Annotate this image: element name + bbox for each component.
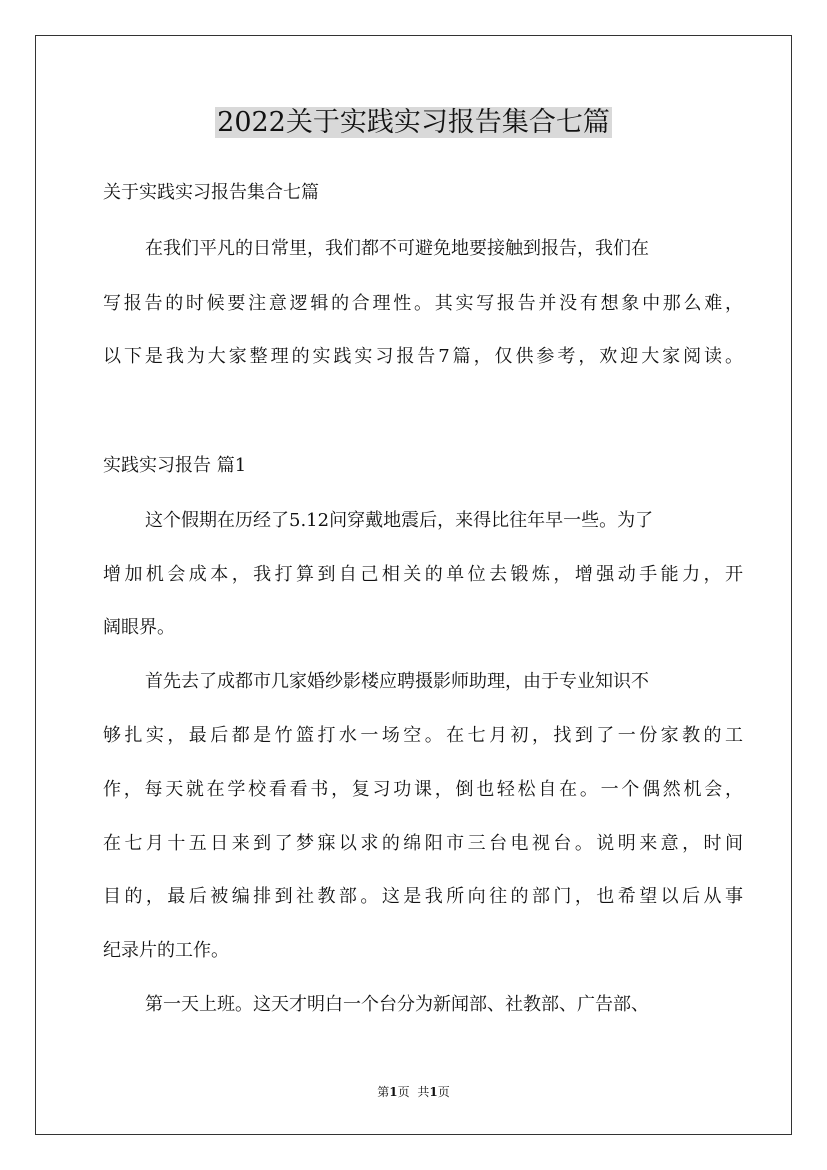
page-footer xyxy=(0,1083,827,1101)
intro-line-3: 以下是我为大家整理的实践实习报告7篇，仅供参考，欢迎大家阅读。 xyxy=(103,346,743,367)
document-title xyxy=(0,104,827,142)
intro-line-2: 写报告的时候要注意逻辑的合理性。其实写报告并没有想象中那么难， xyxy=(103,293,743,314)
para1-line-2: 增加机会成本，我打算到自己相关的单位去锻炼，增强动手能力，开 xyxy=(103,564,743,585)
para3-line-1: 第一天上班。这天才明白一个台分为新闻部、社教部、广告部、 xyxy=(145,994,649,1015)
para2-line-5: 目的，最后被编排到社教部。这是我所向往的部门，也希望以后从事 xyxy=(103,886,743,907)
para2-line-4: 在七月十五日来到了梦寐以求的绵阳市三台电视台。说明来意，时间 xyxy=(103,833,743,854)
document-title-text: 2022关于实践实习报告集合七篇 xyxy=(217,107,610,138)
para2-line-6: 纪录片的工作。 xyxy=(103,940,229,961)
para2-line-2: 够扎实，最后都是竹篮打水一场空。在七月初，找到了一份家教的工 xyxy=(103,725,743,746)
intro-line-1: 在我们平凡的日常里，我们都不可避免地要接触到报告，我们在 xyxy=(145,238,649,259)
footer-total-prefix: 共 xyxy=(417,1085,430,1099)
para2-line-3: 作，每天就在学校看看书，复习功课，倒也轻松自在。一个偶然机会， xyxy=(103,779,743,800)
footer-page-unit: 页 xyxy=(397,1085,410,1099)
footer-total-pages: 1 xyxy=(429,1085,438,1099)
para1-line-1: 这个假期在历经了5.12问穿戴地震后，来得比往年早一些。为了 xyxy=(145,510,654,531)
subtitle-line: 关于实践实习报告集合七篇 xyxy=(103,182,319,203)
footer-total-unit: 页 xyxy=(437,1085,450,1099)
para2-line-1: 首先去了成都市几家婚纱影楼应聘摄影师助理，由于专业知识不 xyxy=(145,671,649,692)
footer-page-number: 1 xyxy=(389,1085,398,1099)
section-heading: 实践实习报告 篇1 xyxy=(103,455,247,476)
para1-line-3: 阔眼界。 xyxy=(103,617,175,638)
footer-prefix: 第 xyxy=(377,1085,390,1099)
